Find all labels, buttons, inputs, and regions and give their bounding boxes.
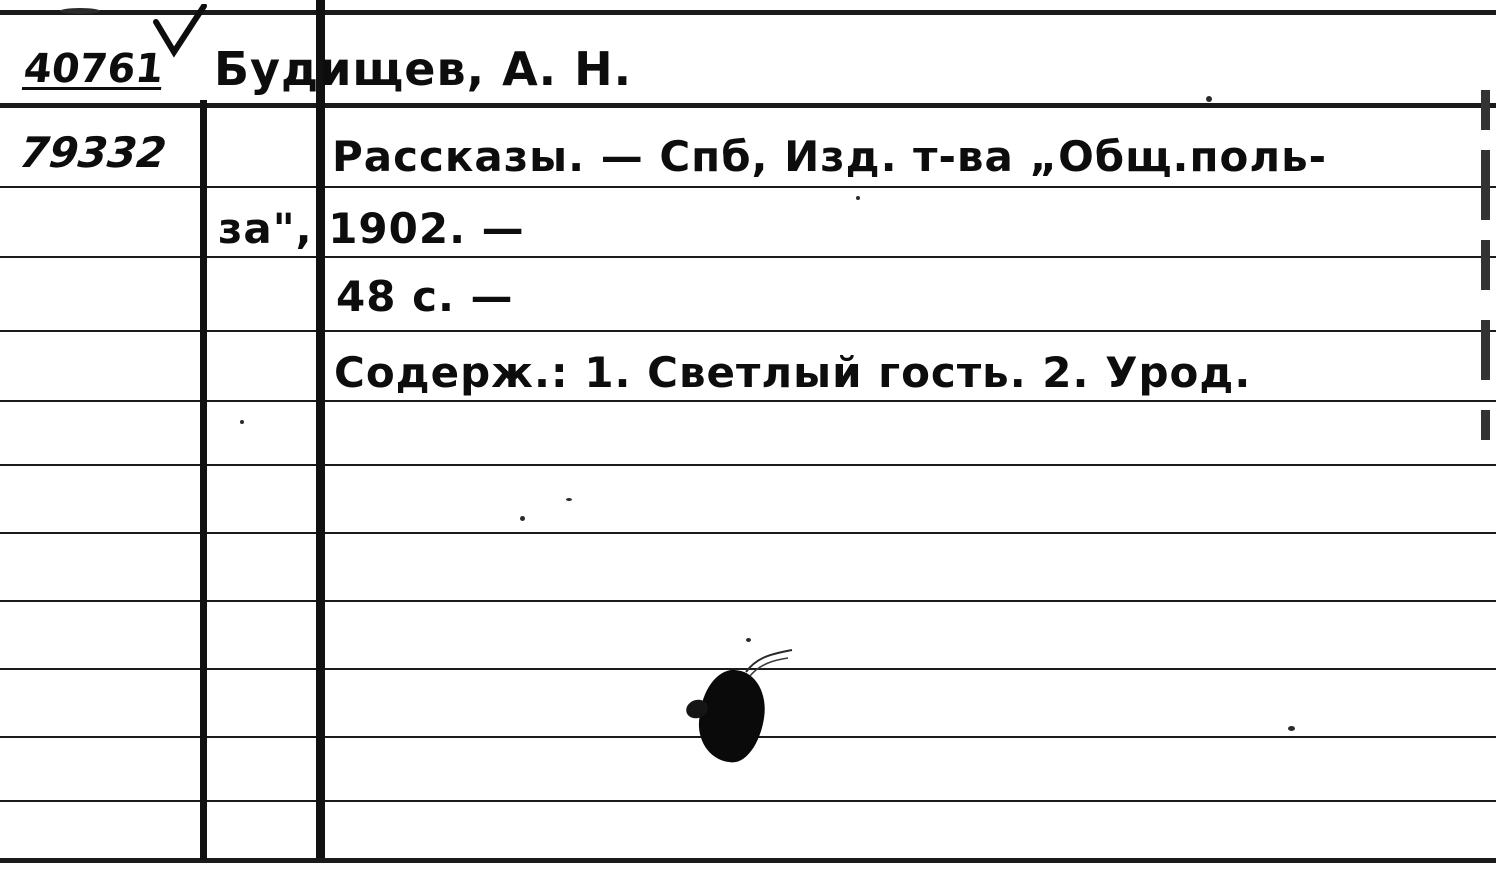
scan-speck (1288, 726, 1295, 731)
ink-blot (694, 666, 770, 766)
edge-artifact (1481, 150, 1490, 220)
rule-line (0, 330, 1496, 332)
rule-line (0, 858, 1496, 863)
scan-speck (60, 8, 100, 14)
scan-speck (1206, 96, 1212, 102)
ink-splash (744, 648, 796, 678)
edge-artifact (1481, 240, 1490, 290)
edge-artifact (1481, 90, 1490, 130)
accession-number: 40761 (21, 46, 166, 92)
rule-line (0, 186, 1496, 188)
edge-artifact (1481, 320, 1490, 380)
rule-line (0, 600, 1496, 602)
scan-speck (856, 196, 860, 200)
rule-line (0, 400, 1496, 402)
author-name: Будищев, А. Н. (214, 42, 633, 96)
rule-line (0, 10, 1496, 15)
title-line: Рассказы. — Спб, Изд. т-ва „Общ.поль- (332, 132, 1328, 181)
inventory-number: 79332 (17, 128, 169, 177)
rule-line (0, 256, 1496, 258)
scan-speck (566, 498, 572, 501)
rule-line (0, 103, 1496, 108)
edge-artifact (1481, 410, 1490, 440)
column-rule-left (200, 100, 207, 860)
rule-line (0, 464, 1496, 466)
scan-speck (520, 516, 525, 521)
rule-line (0, 800, 1496, 802)
contents-line: Содерж.: 1. Светлый гость. 2. Урод. (334, 348, 1252, 397)
imprint-line: за", 1902. — (218, 204, 525, 253)
scan-speck (240, 420, 244, 424)
scan-speck (746, 638, 751, 642)
pages-line: 48 с. — (336, 272, 514, 321)
column-rule-right (316, 0, 325, 858)
rule-line (0, 532, 1496, 534)
